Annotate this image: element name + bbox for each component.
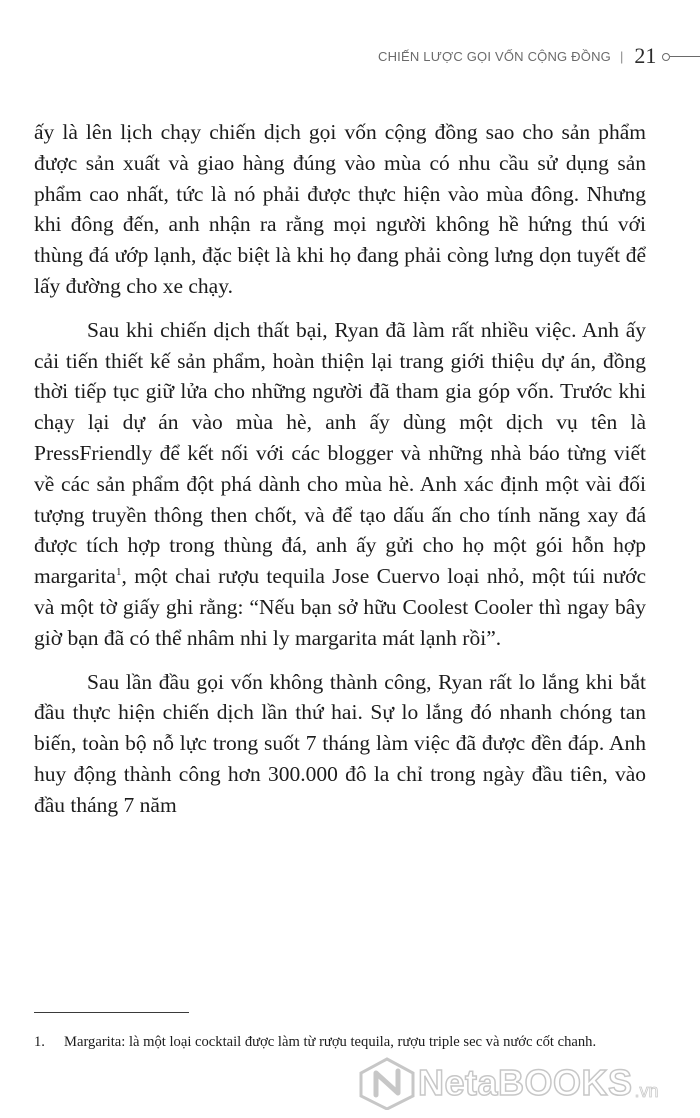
watermark-brand: NetaBOOKS [418, 1062, 633, 1103]
running-header [378, 44, 700, 68]
header-ornament-icon [662, 50, 700, 62]
watermark-suffix: .vn [634, 1081, 659, 1101]
paragraph-1: ấy là lên lịch chạy chiến dịch gọi vốn cộng đồng sao cho sản phẩm được sản xuất và giao hàng đúng vào mùa có nhu cầu sử dụng sản phẩm cao nhất, tức là nó phải được thực hiện vào mùa đông. Nhưng khi đông đến, anh nhận ra rằng mọi người không hề hứng thú với thùng đá ướp lạnh, đặc biệt là khi họ đang phải còng lưng dọn tuyết để lấy đường cho xe chạy. [34, 120, 646, 298]
netabooks-logo-icon [356, 1056, 418, 1110]
footnote-number: 1. [34, 1034, 45, 1050]
body-text [34, 117, 646, 821]
footnote-reference: 1 [115, 566, 122, 579]
page-number: 21 [634, 43, 657, 68]
footnote [34, 1031, 646, 1054]
chapter-title: CHIẾN LƯỢC GỌI VỐN CỘNG ĐỒNG [378, 48, 611, 64]
paragraph-2 [34, 315, 646, 654]
paragraph-2-text-before-note: Sau khi chiến dịch thất bại, Ryan đã làm rất nhiều việc. Anh ấy cải tiến thiết kế sản phẩm, hoàn thiện lại trang giới thiệu dự án, đồng thời tiếp tục giữ lửa cho những người đã tham gia góp vốn. Trước khi chạy lại dự án vào mùa hè, anh ấy dùng một dịch vụ tên là PressFriendly để kết nối với các blogger và những nhà báo từng viết về các sản phẩm đột phá dành cho mùa hè. Anh xác định một vài đối tượng truyền thông then chốt, và để tạo dấu ấn cho tính năng xay đá được tích hợp trong thùng đá, anh ấy gửi cho họ một gói hỗn hợp margarita [34, 317, 646, 589]
header-separator: | [619, 48, 624, 64]
paragraph-3: Sau lần đầu gọi vốn không thành công, Ryan rất lo lắng khi bắt đầu thực hiện chiến dịch lần thứ hai. Sự lo lắng đó nhanh chóng tan biến, toàn bộ nỗ lực trong suốt 7 tháng làm việc đã được đền đáp. Anh huy động thành công hơn 300.000 đô la chỉ trong ngày đầu tiên, vào đầu tháng 7 năm [34, 669, 646, 817]
footnote-divider [34, 1012, 189, 1013]
watermark [356, 1054, 696, 1112]
footnote-text: Margarita: là một loại cocktail được làm từ rượu tequila, rượu triple sec và nước cốt chanh. [64, 1034, 597, 1050]
paragraph-2-text-after-note: , một chai rượu tequila Jose Cuervo loại nhỏ, một túi nước và một tờ giấy ghi rằng: “Nếu bạn sở hữu Coolest Cooler thì ngay bây giờ bạn đã có thể nhâm nhi ly margarita mát lạnh rồi”. [34, 564, 646, 650]
